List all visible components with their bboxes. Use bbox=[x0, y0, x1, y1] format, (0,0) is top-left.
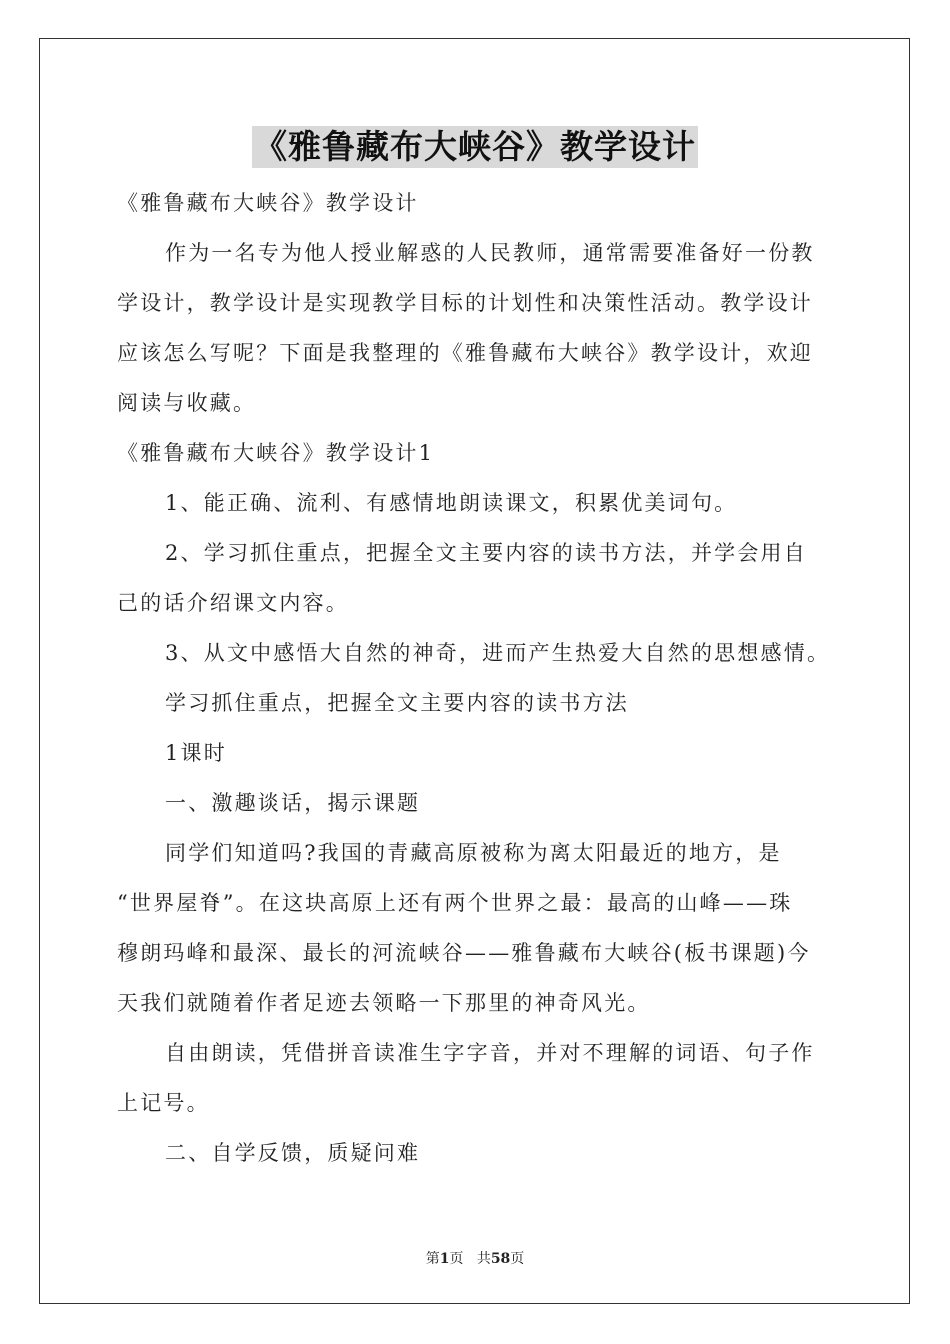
text-line: “世界屋脊”。在这块高原上还有两个世界之最：最高的山峰——珠 bbox=[117, 891, 793, 915]
text-line: 自由朗读，凭借拼音读准生字字音，并对不理解的词语、句子作 bbox=[165, 1041, 815, 1065]
total-prefix: 共 bbox=[476, 1251, 491, 1267]
page-prefix: 第 bbox=[425, 1251, 440, 1267]
text-line: 穆朗玛峰和最深、最长的河流峡谷——雅鲁藏布大峡谷(板书课题)今 bbox=[117, 941, 811, 965]
text-line: 二、自学反馈，质疑问难 bbox=[165, 1141, 421, 1165]
document-title: 《雅鲁藏布大峡谷》教学设计 bbox=[254, 127, 696, 166]
section-heading: 《雅鲁藏布大峡谷》教学设计1 bbox=[117, 441, 435, 465]
text-line: 己的话介绍课文内容。 bbox=[117, 591, 349, 615]
text-line: 阅读与收藏。 bbox=[117, 391, 257, 415]
text-line: 上记号。 bbox=[117, 1091, 210, 1115]
text-line: 2、学习抓住重点，把握全文主要内容的读书方法，并学会用自 bbox=[165, 541, 807, 565]
text-line: 1、能正确、流利、有感情地朗读课文，积累优美词句。 bbox=[165, 491, 738, 515]
text-line: 学习抓住重点，把握全文主要内容的读书方法 bbox=[165, 691, 629, 715]
text-line: 作为一名专为他人授业解惑的人民教师，通常需要准备好一份教 bbox=[165, 241, 815, 265]
text-line: 《雅鲁藏布大峡谷》教学设计 bbox=[117, 191, 419, 215]
total-pages: 58 bbox=[490, 1251, 511, 1267]
title-container bbox=[0, 126, 950, 168]
text-line: 一、激趣谈话，揭示课题 bbox=[165, 791, 421, 815]
text-line: 应该怎么写呢？下面是我整理的《雅鲁藏布大峡谷》教学设计，欢迎 bbox=[117, 341, 813, 365]
document-body bbox=[117, 178, 833, 1178]
text-line: 3、从文中感悟大自然的神奇，进而产生热爱大自然的思想感情。 bbox=[165, 641, 831, 665]
text-line: 1课时 bbox=[165, 741, 227, 765]
page-footer bbox=[0, 1248, 950, 1268]
total-suffix: 页 bbox=[510, 1251, 525, 1267]
text-line: 同学们知道吗?我国的青藏高原被称为离太阳最近的地方，是 bbox=[165, 841, 782, 865]
text-line: 学设计，教学设计是实现教学目标的计划性和决策性活动。教学设计 bbox=[117, 291, 813, 315]
page-number: 1 bbox=[439, 1251, 450, 1267]
page-suffix: 页 bbox=[449, 1251, 464, 1267]
text-line: 天我们就随着作者足迹去领略一下那里的神奇风光。 bbox=[117, 991, 651, 1015]
